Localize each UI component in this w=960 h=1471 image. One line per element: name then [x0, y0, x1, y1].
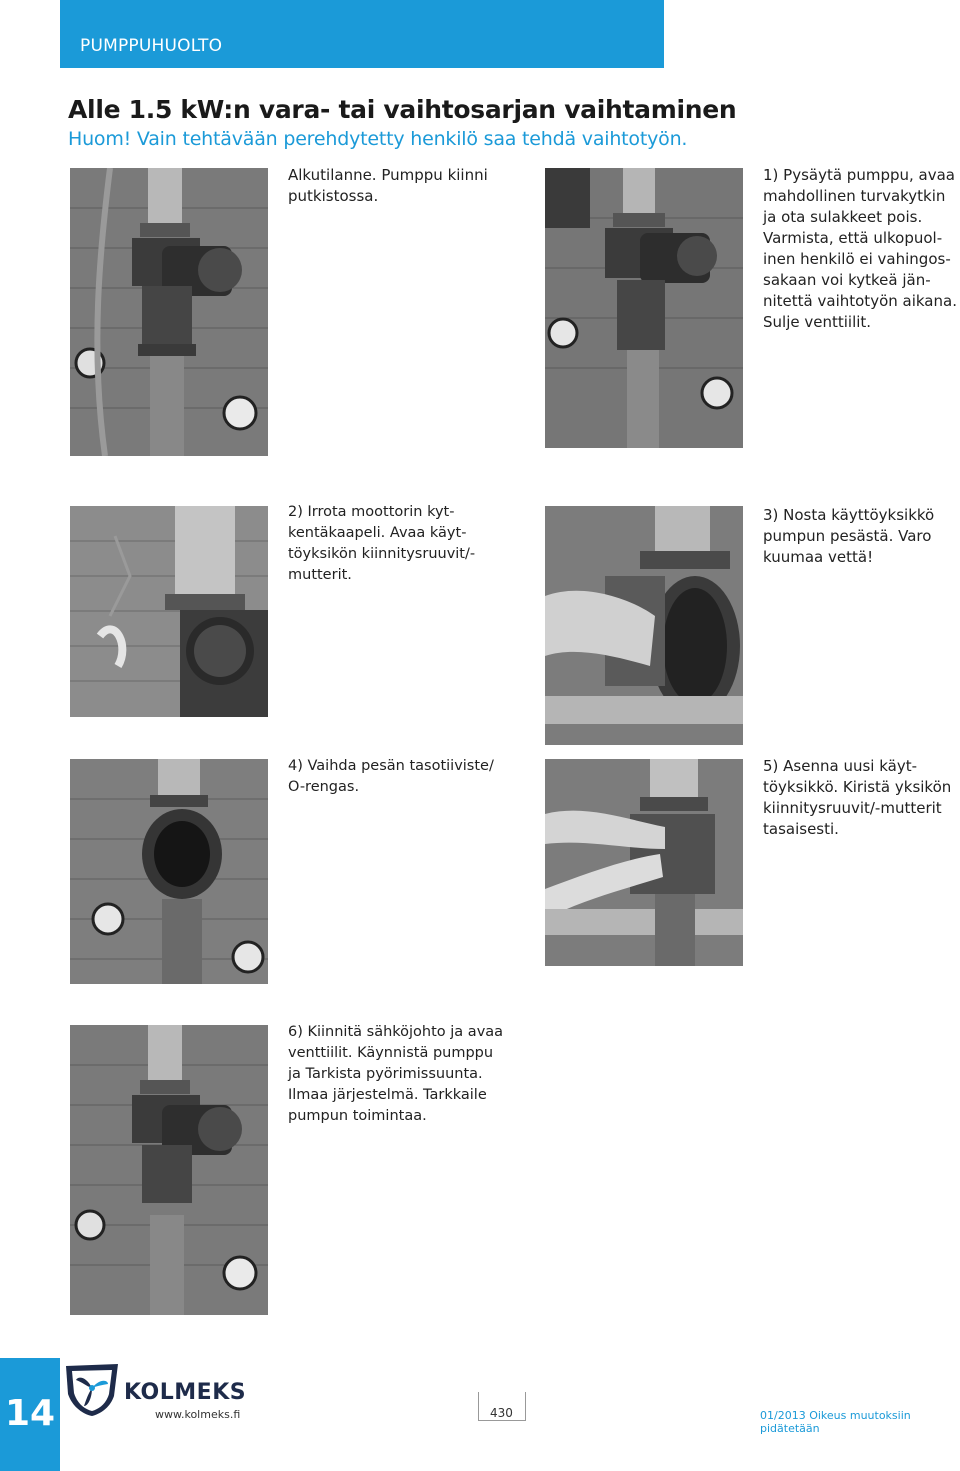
kolmeks-logo-icon [62, 1360, 122, 1418]
photo-step-4 [70, 759, 268, 984]
footer-note: 01/2013 Oikeus muutoksiin pidätetään [760, 1409, 911, 1435]
caption-step-3: 3) Nosta käyttöyksikkö pumpun pesästä. Varo kuumaa vettä! [763, 506, 935, 566]
page-number: 14 [4, 1393, 56, 1434]
photo-step-3 [545, 506, 743, 745]
photo-initial-state [70, 168, 268, 456]
caption-initial-state: Alkutilanne. Pumppu kiinni putkistossa. [288, 166, 488, 205]
warning-subtitle: Huom! Vain tehtävään perehdytetty henkilö saa tehdä vaihtotyön. [68, 128, 688, 150]
brand-name: KOLMEKS [124, 1380, 247, 1405]
section-label: PUMPPUHUOLTO [80, 36, 223, 56]
header-band [60, 0, 664, 68]
caption-step-2: 2) Irrota moottorin kyt- kentäkaapeli. Avaa käyt- töyksikön kiinnitysruuvit/- mutterit. [288, 504, 476, 583]
doc-code: 430 [490, 1406, 513, 1420]
photo-step-1 [545, 168, 743, 448]
caption-step-5: 5) Asenna uusi käyt- töyksikkö. Kiristä yksikön kiinnitysruuvit/-mutterit tasaisesti. [763, 757, 952, 838]
photo-step-6 [70, 1025, 268, 1315]
photo-step-5 [545, 759, 743, 966]
page-title: Alle 1.5 kW:n vara- tai vaihtosarjan vaihtaminen [68, 95, 737, 124]
photo-step-2 [70, 506, 268, 717]
caption-step-6: 6) Kiinnitä sähköjohto ja avaa venttiilit. Käynnistä pumppu ja Tarkista pyörimissuunta. Ilmaa järjestelmä. Tarkkaile pumpun toimintaa. [288, 1024, 504, 1124]
caption-step-4: 4) Vaihda pesän tasotiiviste/ O-rengas. [288, 758, 494, 795]
website-link[interactable]: www.kolmeks.fi [155, 1408, 241, 1421]
caption-step-1: 1) Pysäytä pumppu, avaa mahdollinen turvakytkin ja ota sulakkeet pois. Varmista, että ulkopuol- inen henkilö ei vahingos- sakaan voi kytkeä jän- nitettä vaihtotyön aikana. Sulje venttiilit. [763, 166, 957, 331]
